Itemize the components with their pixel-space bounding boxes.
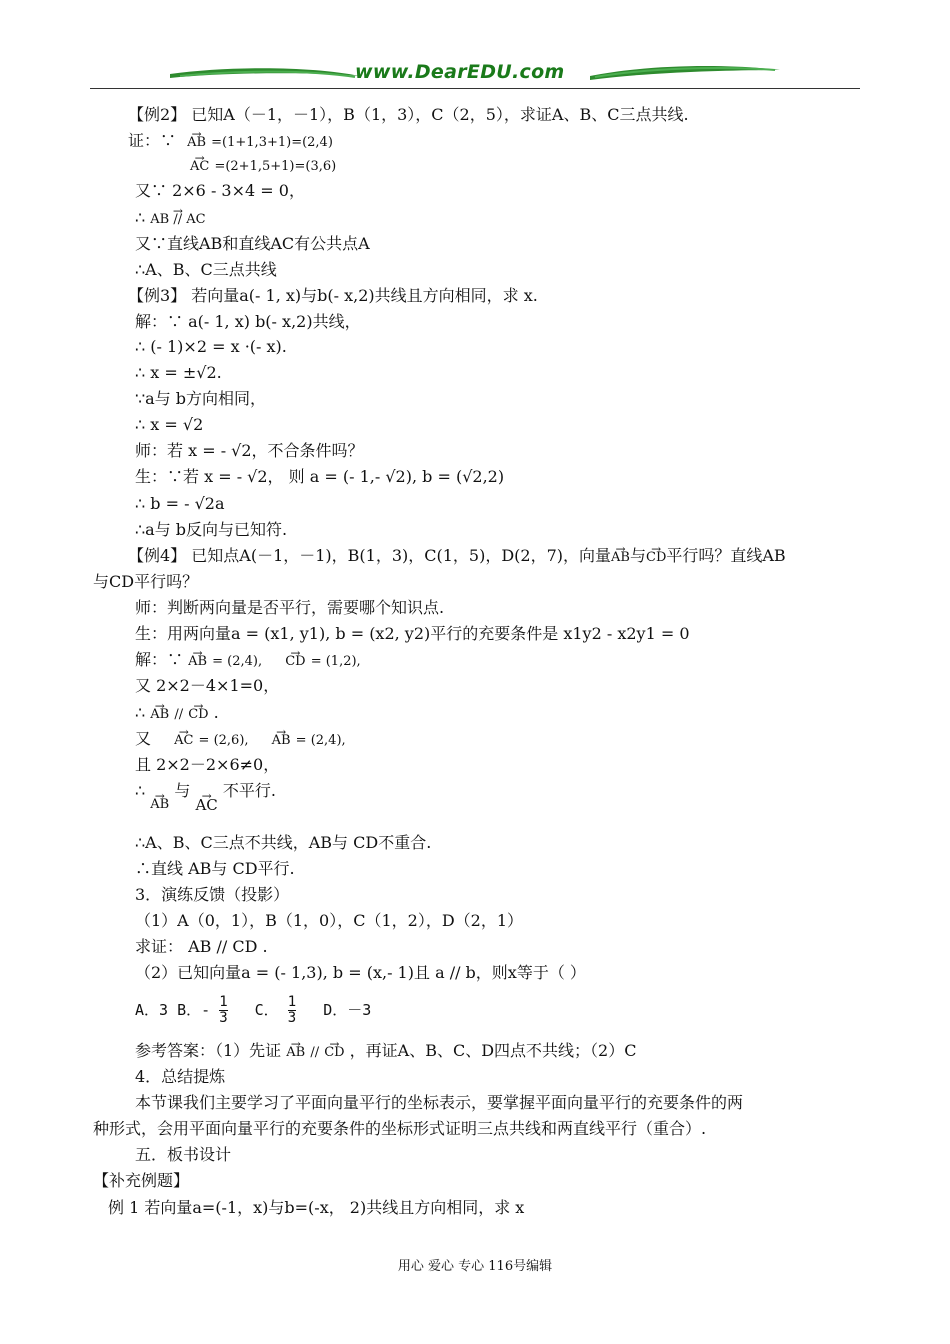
- frac-den-b: 3: [219, 1010, 228, 1026]
- choice-d: D．－3: [323, 1001, 372, 1019]
- ref-answer-rest: ，再证A、B、C、D四点不共线；（2）C: [349, 1041, 637, 1060]
- ex4-not-collinear: ∴A、B、C三点不共线，AB与 CD不重合.: [135, 833, 432, 852]
- example3-title: 【例3】 若向量a(- 1, x)与b(- x,2)共线且方向相同，求 x.: [128, 286, 538, 305]
- vec-cd-par: → CD: [188, 704, 208, 726]
- ex4-ac-ab-line: [135, 728, 346, 750]
- section-3-heading: 3．演练反馈（投影）: [135, 885, 290, 904]
- not-parallel-text: 不平行.: [222, 781, 276, 800]
- ex3-b-value: ∴ b = - √2a: [135, 494, 225, 513]
- ac-value-ex4: = (2,6),: [198, 733, 249, 748]
- vec-ab-ex4: → AB: [611, 547, 630, 569]
- ex4-lines-parallel: ∴直线 AB与 CD平行.: [135, 859, 295, 878]
- ex3-conclusion: ∴a与 b反向与已知符.: [135, 520, 288, 539]
- vec-ab: → AB: [187, 132, 206, 154]
- ex3-same-direction: ∵a与 b方向相同，: [135, 389, 267, 408]
- vec-ab-ex4b: → AB: [272, 730, 291, 752]
- vec-cd-sol: → CD: [285, 651, 305, 673]
- cd-value-ex4: = (1,2),: [310, 654, 361, 669]
- choice-c: C．: [254, 1001, 279, 1019]
- therefore-sign-3: ∴: [135, 781, 146, 800]
- vec-ab-np: → AB: [150, 794, 169, 816]
- ex4-and: 与: [629, 546, 646, 565]
- vec-ab-parallel-ac: → AB // AC: [150, 209, 205, 231]
- vec-ab-par: → AB: [150, 704, 169, 726]
- ab-value-ex4: = (2,4),: [212, 654, 263, 669]
- ex4-you-label: 又: [135, 729, 152, 748]
- frac-den-c: 3: [287, 1010, 297, 1026]
- fraction-one-third-b: [219, 995, 227, 1026]
- check-line: 又∵ 2×6 - 3×4 = 0，: [135, 181, 305, 200]
- example2-title: 【例2】 已知A（－1，－1），B（1，3），C（2，5），求证A、B、C三点共线.: [128, 105, 689, 124]
- section-4-heading: 4．总结提炼: [135, 1067, 226, 1086]
- ex3-x-pm-root2: ∴ x = ±√2.: [135, 363, 222, 382]
- ab-value: =(1+1,3+1)=(2,4): [211, 135, 333, 150]
- example4-title-cont: 与CD平行吗？: [93, 572, 199, 591]
- parallel-sign-ref: //: [310, 1045, 320, 1060]
- exercise1-points: （1）A（0，1），B（1，0），C（1，2），D（2，1）: [135, 911, 524, 930]
- vec-ac-np: → AC: [195, 794, 217, 816]
- ex3-solution-line: 解：∵ a(- 1, x) b(- x,2)共线，: [135, 312, 361, 331]
- parallel-sign: //: [174, 707, 184, 722]
- header-rule: [90, 88, 860, 89]
- therefore-sign-2: ∴: [135, 703, 146, 722]
- ex3-equation: ∴ (- 1)×2 = x ·(- x).: [135, 337, 287, 356]
- vec-ac-ex4: → AC: [174, 730, 193, 752]
- therefore-sign: ∴: [135, 208, 146, 227]
- section-5-heading: 五．板书设计: [135, 1145, 232, 1164]
- site-header-banner: [90, 56, 860, 92]
- vec-ab-sol: → AB: [188, 651, 207, 673]
- vec-ac: → AC: [190, 156, 209, 178]
- vec-ab-ref: → AB: [286, 1042, 305, 1064]
- ex4-text-b: 平行吗？直线AB: [666, 546, 786, 565]
- choice-a-b: A．3 B．-: [135, 1001, 211, 1019]
- exercise1-prove: 求证： AB // CD .: [135, 937, 268, 956]
- teacher-question: 师：若 x = - √2，不合条件吗？: [135, 441, 364, 460]
- exercise2-question: （2）已知向量a = (- 1,3), b = (x,- 1)且 a // b，则x等于（ ）: [135, 963, 586, 982]
- page-footer: 用心 爱心 专心 116号编辑: [397, 1259, 553, 1274]
- frac-num-b: 1: [219, 994, 228, 1010]
- ex4-solution-line: [135, 649, 361, 671]
- ex4-check1: 又 2×2－4×1=0，: [135, 676, 280, 695]
- student-condition: 生：用两向量a = (x1, y1), b = (x2, y2)平行的充要条件是 x1y2 - x2y1 = 0: [135, 624, 690, 643]
- ex3-x-root2: ∴ x = √2: [135, 415, 204, 434]
- proof-label: 证：∵: [128, 131, 177, 150]
- ac-value: =(2+1,5+1)=(3,6): [214, 159, 337, 174]
- exercise2-choices: [135, 988, 371, 1032]
- ex4-text-a: 【例4】 已知点A(－1，－1)，B(1，3)，C(1，5)，D(2，7)，向量: [128, 546, 612, 565]
- teacher-prompt: 师：判断两向量是否平行，需要哪个知识点.: [135, 598, 445, 617]
- summary-line2: 种形式，会用平面向量平行的充要条件的坐标形式证明三点共线和两直线平行（重合）.: [93, 1119, 707, 1138]
- vec-cd-ref: → CD: [324, 1042, 344, 1064]
- site-brand-text: www.DearEDU.com: [355, 61, 565, 83]
- summary-line1: 本节课我们主要学习了平面向量平行的坐标表示，要掌握平面向量平行的充要条件的两: [135, 1093, 744, 1112]
- student-answer: 生：∵若 x = - √2， 则 a = (- 1,- √2), b = (√2,2): [135, 467, 505, 486]
- and-word: 与: [174, 781, 191, 800]
- vec-cd-ex4: → CD: [646, 547, 666, 569]
- period-mark: .: [213, 703, 219, 722]
- common-point-line: 又∵直线AB和直线AC有公共点A: [135, 234, 370, 253]
- parallel-line: [135, 207, 206, 229]
- ref-answer-label: 参考答案：（1）先证: [135, 1041, 282, 1060]
- ab-value-ex4b: = (2,4),: [295, 733, 346, 748]
- ac-line: [190, 154, 336, 176]
- collinear-conclusion: ∴A、B、C三点共线: [135, 260, 277, 279]
- fraction-one-third-c: [288, 995, 296, 1026]
- frac-num-c: 1: [287, 994, 297, 1010]
- proof-start: [128, 130, 333, 152]
- example4-title: [128, 545, 786, 567]
- supplementary-example1: 例 1 若向量a=(-1，x)与b=(-x， 2)共线且方向相同，求 x: [108, 1198, 525, 1217]
- ex4-not-parallel: [135, 780, 276, 820]
- ex4-check2: 且 2×2－2×6≠0，: [135, 755, 280, 774]
- ex4-solution-label: 解：∵: [135, 650, 184, 669]
- supplementary-heading: 【补充例题】: [93, 1171, 190, 1190]
- reference-answer: [135, 1040, 636, 1062]
